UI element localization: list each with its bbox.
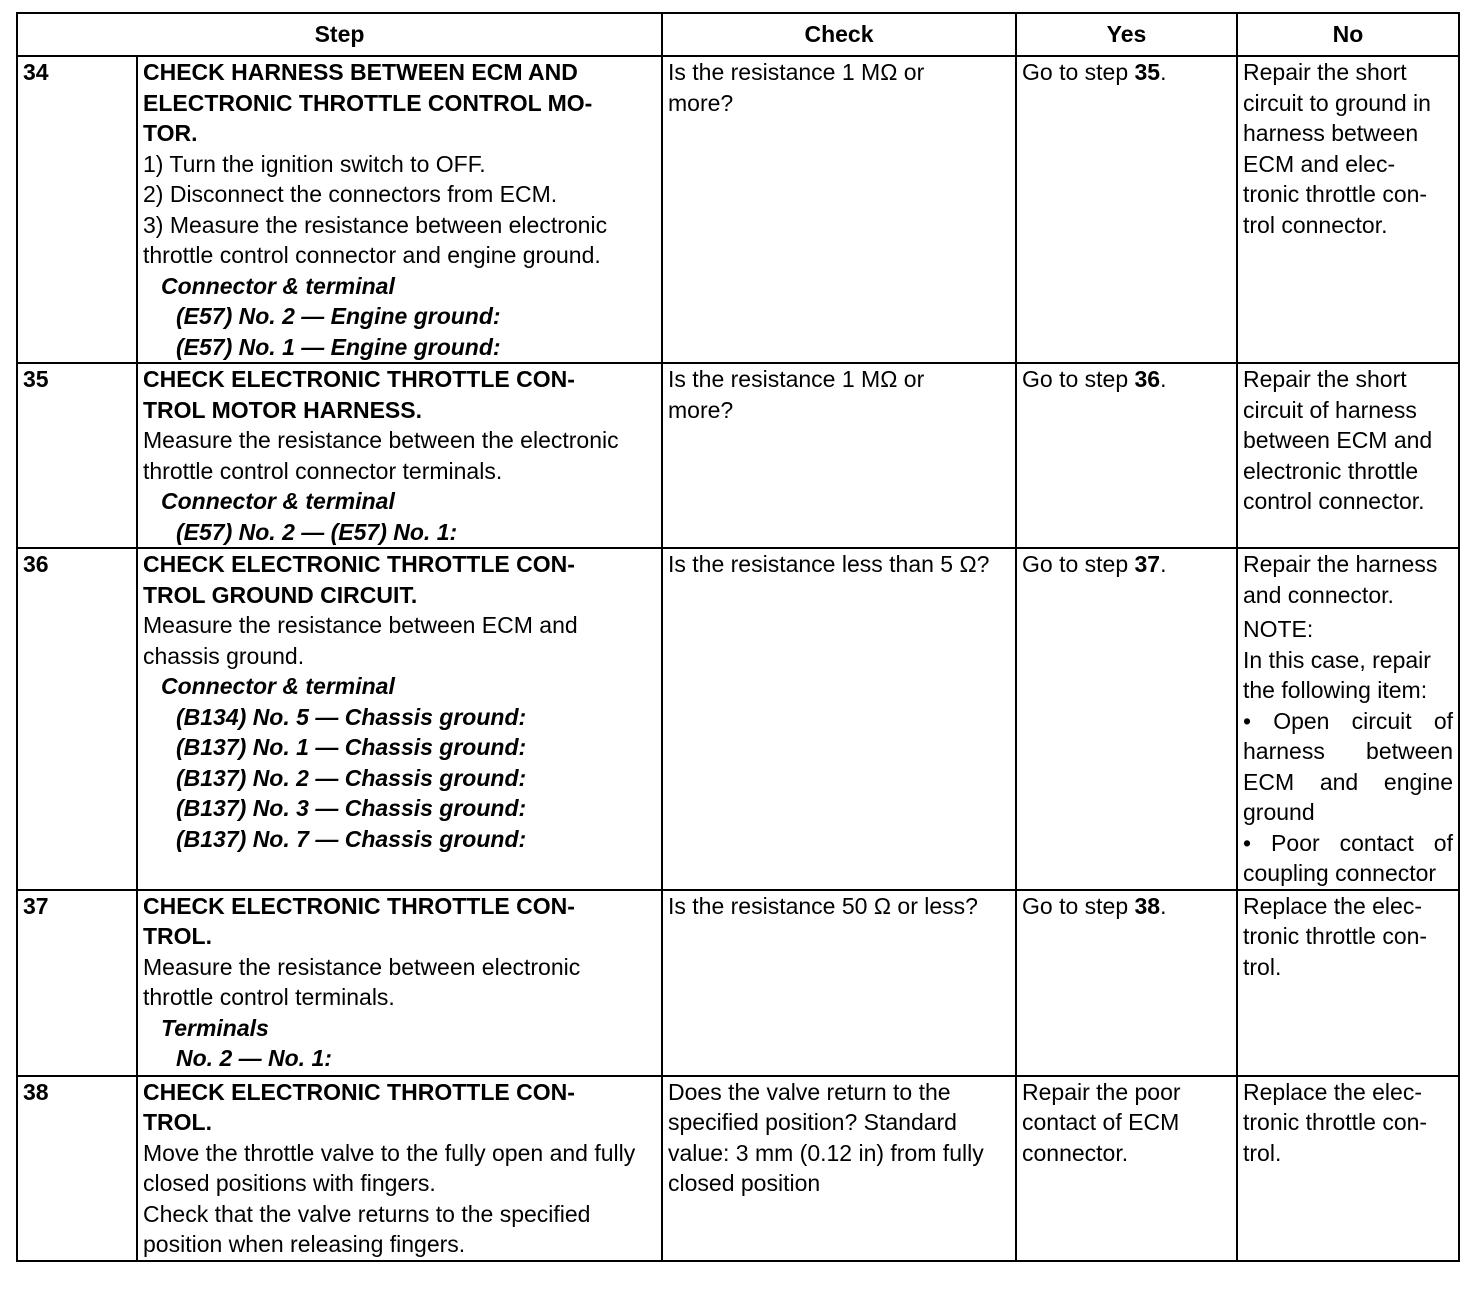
step-title-line: ELECTRONIC THROTTLE CONTROL MO- (143, 89, 593, 116)
yes-line: Repair the poor (1022, 1078, 1181, 1105)
yes-step-ref: 37 (1134, 551, 1161, 577)
yes-text: Go to step (1022, 59, 1135, 85)
connector-terminal: (B137) No. 3 — Chassis ground: (176, 795, 527, 821)
step-description (137, 56, 662, 363)
yes-cell (1016, 56, 1237, 363)
no-line: trol. (1243, 953, 1282, 980)
yes-suffix: . (1160, 892, 1167, 919)
step-text-line: position when releasing fingers. (143, 1231, 466, 1257)
step-title-line: CHECK ELECTRONIC THROTTLE CON- (143, 1078, 575, 1105)
yes-cell (1016, 363, 1237, 548)
no-line: and connector. (1243, 581, 1394, 608)
yes-line: contact of ECM (1022, 1109, 1180, 1135)
step-number: 34 (17, 56, 137, 363)
step-text-line: throttle control terminals. (143, 984, 395, 1010)
connector-terminal: (B137) No. 2 — Chassis ground: (176, 764, 527, 791)
check-line: Is the resistance 1 MΩ or (668, 59, 925, 85)
header-row (17, 13, 1459, 56)
header-check: Check (662, 13, 1016, 56)
step-description (137, 363, 662, 548)
check-cell (662, 548, 1016, 890)
step-row-35 (17, 363, 1459, 548)
yes-cell (1016, 548, 1237, 890)
step-number: 38 (17, 1076, 137, 1261)
step-title-line: CHECK HARNESS BETWEEN ECM AND (143, 59, 578, 85)
note-bullet: • Poor contact of coupling connector (1243, 829, 1453, 886)
connector-label: Connector & terminal (161, 272, 395, 299)
step-text-line: Measure the resistance between the electronic (143, 427, 619, 453)
step-title-line: TROL. (143, 1109, 212, 1135)
header-step: Step (17, 13, 662, 56)
connector-terminal: (E57) No. 2 — (E57) No. 1: (176, 518, 458, 545)
connector-terminal: (B134) No. 5 — Chassis ground: (176, 703, 527, 730)
connector-terminal: (B137) No. 7 — Chassis ground: (176, 825, 527, 852)
step-text-line: Measure the resistance between electronic (143, 953, 581, 980)
no-line: trol. (1243, 1139, 1282, 1166)
yes-text: Go to step (1022, 892, 1135, 919)
step-row-34 (17, 56, 1459, 363)
check-cell (662, 1076, 1016, 1261)
no-line: Replace the elec- (1243, 1078, 1422, 1105)
no-cell (1237, 548, 1459, 890)
yes-step-ref: 38 (1134, 892, 1161, 919)
yes-cell (1016, 1076, 1237, 1261)
check-line: Is the resistance 50 Ω or less? (668, 892, 978, 919)
no-cell (1237, 56, 1459, 363)
step-text-line: throttle control connector terminals. (143, 457, 503, 484)
no-line: trol connector. (1243, 211, 1388, 238)
no-line: circuit of harness (1243, 396, 1417, 423)
step-description (137, 548, 662, 890)
no-line: Repair the short (1243, 366, 1407, 392)
step-text-line: Measure the resistance between ECM and (143, 612, 578, 638)
no-line: between ECM and (1243, 427, 1433, 453)
step-title-line: TROL. (143, 923, 212, 949)
check-line: Does the valve return to the (668, 1078, 951, 1105)
check-line: specified position? Standard (668, 1109, 957, 1135)
no-line: electronic throttle (1243, 457, 1419, 484)
yes-text: Go to step (1022, 366, 1135, 392)
step-row-37 (17, 890, 1459, 1076)
check-line: Is the resistance 1 MΩ or (668, 366, 925, 392)
step-text-line: 2) Disconnect the connectors from ECM. (143, 181, 558, 207)
yes-step-ref: 35 (1134, 59, 1161, 85)
step-text-line: 1) Turn the ignition switch to OFF. (143, 150, 486, 177)
no-line: tronic throttle con- (1243, 1109, 1428, 1135)
connector-label: Connector & terminal (161, 488, 395, 514)
yes-suffix: . (1160, 59, 1167, 85)
yes-step-ref: 36 (1134, 366, 1161, 392)
connector-terminal: (B137) No. 1 — Chassis ground: (176, 734, 527, 760)
no-line: tronic throttle con- (1243, 181, 1428, 207)
no-line: Replace the elec- (1243, 892, 1422, 919)
check-cell (662, 363, 1016, 548)
step-title-line: TROL MOTOR HARNESS. (143, 396, 422, 423)
step-text-line: chassis ground. (143, 642, 305, 669)
step-description (137, 890, 662, 1076)
check-cell (662, 890, 1016, 1076)
step-row-38 (17, 1076, 1459, 1261)
yes-cell (1016, 890, 1237, 1076)
check-cell (662, 56, 1016, 363)
no-cell (1237, 1076, 1459, 1261)
no-line: tronic throttle con- (1243, 923, 1428, 949)
step-title-line: TROL GROUND CIRCUIT. (143, 581, 418, 608)
yes-suffix: . (1160, 366, 1167, 392)
step-number: 37 (17, 890, 137, 1076)
note-label: NOTE: (1243, 616, 1314, 642)
step-title-line: CHECK ELECTRONIC THROTTLE CON- (143, 892, 575, 919)
no-cell (1237, 363, 1459, 548)
no-line: harness between (1243, 120, 1419, 146)
connector-label: Connector & terminal (161, 673, 395, 699)
step-text-line: throttle control connector and engine ground. (143, 242, 601, 268)
step-title-line: CHECK ELECTRONIC THROTTLE CON- (143, 366, 575, 392)
check-line: Is the resistance less than 5 Ω? (668, 551, 990, 577)
terminals-label: Terminals (161, 1014, 269, 1041)
yes-suffix: . (1160, 551, 1167, 577)
no-line: Repair the short (1243, 59, 1407, 85)
step-text-line: Check that the valve returns to the specified (143, 1200, 591, 1227)
terminal-pair: No. 2 — No. 1: (176, 1045, 332, 1071)
step-description (137, 1076, 662, 1261)
connector-terminal: (E57) No. 2 — Engine ground: (176, 303, 501, 329)
check-line: more? (668, 89, 734, 116)
no-cell (1237, 890, 1459, 1076)
header-no: No (1237, 13, 1459, 56)
check-line: more? (668, 396, 734, 423)
note-bullet: • Open circuit of harness between ECM and engine ground (1243, 707, 1453, 825)
note-line: the following item: (1243, 677, 1428, 703)
step-number: 35 (17, 363, 137, 548)
step-text-line: Move the throttle valve to the fully open and fully (143, 1139, 636, 1166)
no-line: control connector. (1243, 488, 1425, 514)
no-line: circuit to ground in (1243, 89, 1431, 116)
connector-terminal: (E57) No. 1 — Engine ground: (176, 333, 501, 360)
yes-line: connector. (1022, 1139, 1129, 1166)
header-yes: Yes (1016, 13, 1237, 56)
step-text-line: closed positions with fingers. (143, 1170, 436, 1196)
no-line: ECM and elec- (1243, 150, 1396, 177)
step-number: 36 (17, 548, 137, 890)
note-line: In this case, repair (1243, 646, 1431, 673)
check-line: closed position (668, 1170, 821, 1196)
yes-text: Go to step (1022, 551, 1135, 577)
no-line: Repair the harness (1243, 551, 1438, 577)
step-row-36 (17, 548, 1459, 890)
diagnostic-table (16, 12, 1460, 1262)
check-line: value: 3 mm (0.12 in) from fully (668, 1139, 984, 1166)
step-text-line: 3) Measure the resistance between electronic (143, 211, 608, 238)
step-title-line: TOR. (143, 120, 198, 146)
step-title-line: CHECK ELECTRONIC THROTTLE CON- (143, 551, 575, 577)
